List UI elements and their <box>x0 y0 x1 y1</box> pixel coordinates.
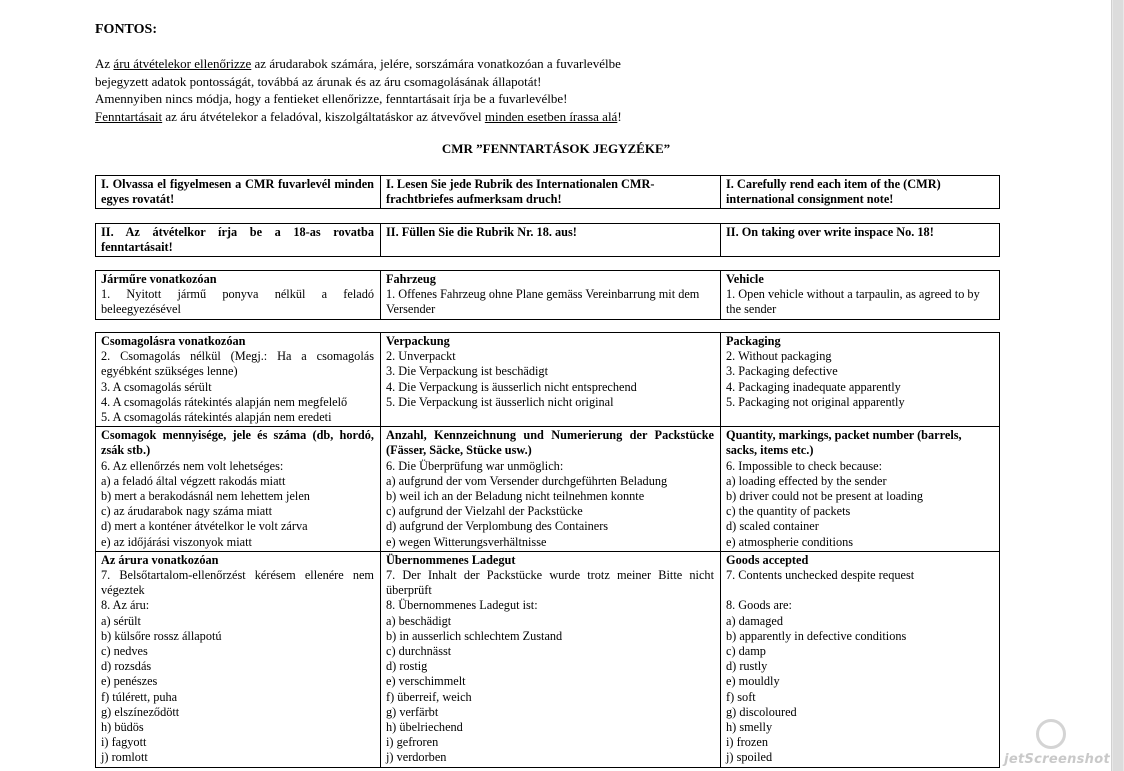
list-spacer <box>726 583 993 598</box>
list-item: 4. A csomagolás rátekintés alapján nem megfelelő <box>101 394 348 409</box>
list-item: 5. A csomagolás rátekintés alapján nem eredeti <box>101 410 332 425</box>
section-title: Vehicle <box>726 272 764 286</box>
document-title: CMR ”FENNTARTÁSOK JEGYZÉKE” <box>441 141 671 156</box>
list-item: d) scaled container <box>726 519 819 534</box>
list-item: e) atmospherie conditions <box>726 534 854 549</box>
list-item: i) fagyott <box>101 735 147 750</box>
table-instruction-1 <box>95 175 1000 209</box>
section-title: Az árura vonatkozóan <box>101 552 219 567</box>
list-item: d) rustly <box>726 659 768 674</box>
list-item: c) the quantity of packets <box>726 504 851 519</box>
cell-en: II. On taking over write inspace No. 18! <box>721 224 1000 257</box>
intro-text: ! <box>617 108 622 124</box>
list-item: 3. Packaging defective <box>726 364 838 379</box>
list-item: c) damp <box>726 644 766 659</box>
list-item: g) verfärbt <box>386 704 439 719</box>
cell-hu: II. Az átvételkor írja be a 18-as rovatba fenntartásait! <box>96 224 381 257</box>
scrollbar-thumb[interactable] <box>1113 0 1123 771</box>
item-text: 1. Offenes Fahrzeug ohne Plane gemäss Vereinbarrung mit dem Versender <box>386 287 700 317</box>
intro-underlined-text: Fenntartásait <box>95 108 163 124</box>
cell-de <box>381 427 721 552</box>
list-item: h) smelly <box>726 720 773 735</box>
intro-text: az áru átvételekor a feladóval, kiszolgáltatáskor az átvevővel <box>162 108 485 124</box>
list-item: b) mert a berakodásnál nem lehettem jelen <box>101 489 310 504</box>
list-item: e) mouldly <box>726 674 780 689</box>
list-item: c) az árudarabok nagy száma miatt <box>101 504 273 519</box>
table-instruction-2 <box>95 223 1000 257</box>
section-title: Verpackung <box>386 334 450 348</box>
cell-hu <box>96 551 381 767</box>
list-item: g) elszíneződött <box>101 704 180 719</box>
row-quantity <box>96 427 1000 552</box>
intro-underlined-text: áru átvételekor ellenőrizze <box>113 56 252 71</box>
list-item: c) durchnässt <box>386 644 452 659</box>
list-item: a) sérült <box>101 613 141 628</box>
list-item: e) az időjárási viszonyok miatt <box>101 534 252 549</box>
cell-de <box>381 333 721 427</box>
section-title: Quantity, markings, packet number (barrels, sacks, items etc.) <box>726 428 962 458</box>
list-item: 3. Die Verpackung ist beschädigt <box>386 364 548 379</box>
intro-underlined-text: minden esetben írassa alá <box>484 108 618 124</box>
list-item: i) frozen <box>726 735 768 750</box>
list-item: 2. Csomagolás nélkül (Megj.: Ha a csomagolás egyébként szükséges lenne) <box>101 349 374 379</box>
list-item: b) driver could not be present at loading <box>726 489 924 504</box>
list-item: e) wegen Witterungsverhältnisse <box>386 534 547 549</box>
list-item: 7. Belsőtartalom-ellenőrzést kérésem ellenére nem végeztek <box>101 568 374 598</box>
list-item: b) apparently in defective conditions <box>726 628 907 643</box>
list-item: 2. Unverpackt <box>386 349 456 364</box>
section-title: Übernommenes Ladegut <box>386 552 516 567</box>
list-item: f) túlérett, puha <box>101 689 178 704</box>
intro-text: Az <box>95 56 114 71</box>
section-title: Fahrzeug <box>386 272 436 286</box>
cell-en <box>721 551 1000 767</box>
intro-line-3: Amennyiben nincs módja, hogy a fentieket ellenőrizze, fenntartásait írja be a fuvarlevélbe! <box>95 91 568 106</box>
item-text: 1. Nyitott jármű ponyva nélkül a feladó beleegyezésével <box>101 287 374 317</box>
list-item: d) mert a konténer átvételkor le volt zárva <box>101 519 308 534</box>
list-item: 6. Impossible to check because: <box>726 458 883 473</box>
watermark-logo: jetScreenshot <box>1004 752 1110 767</box>
cell-en: I. Carefully rend each item of the (CMR) international consignment note! <box>721 176 1000 209</box>
cell-hu <box>96 271 381 320</box>
list-item: 2. Without packaging <box>726 349 832 364</box>
list-item: 7. Der Inhalt der Packstücke wurde trotz meiner Bitte nicht überprüft <box>386 568 714 598</box>
cell-hu <box>96 333 381 427</box>
list-item: b) weil ich an der Beladung nicht teilnehmen konnte <box>386 489 645 504</box>
cell-de: I. Lesen Sie jede Rubrik des Internationalen CMR-frachtbriefes aufmerksam druch! <box>381 176 721 209</box>
section-title: Packaging <box>726 334 781 348</box>
list-item: d) rozsdás <box>101 659 152 674</box>
intro-text: az árudarabok számára, jelére, sorszámára vonatkozóan a fuvarlevélbe <box>251 56 621 71</box>
list-item: d) aufgrund der Verplombung des Containers <box>386 519 609 534</box>
section-title: Járműre vonatkozóan <box>101 272 217 286</box>
cell-en <box>721 333 1000 427</box>
section-title: Anzahl, Kennzeichnung und Numerierung der Packstücke (Fässer, Säcke, Stücke usw.) <box>386 428 714 458</box>
list-item: a) a feladó által végzett rakodás miatt <box>101 473 286 488</box>
vertical-scrollbar[interactable] <box>1111 0 1124 771</box>
list-item: 3. A csomagolás sérült <box>101 379 212 394</box>
list-item: 5. Packaging not original apparently <box>726 394 905 409</box>
list-item: h) übelriechend <box>386 720 463 735</box>
list-item: j) romlott <box>101 750 148 765</box>
list-item: b) in ausserlich schlechtem Zustand <box>386 628 563 643</box>
cell-hu <box>96 427 381 552</box>
list-item: c) aufgrund der Vielzahl der Packstücke <box>386 504 583 519</box>
section-title: Goods accepted <box>726 552 809 567</box>
list-item: 5. Die Verpackung ist äusserlich nicht original <box>386 394 614 409</box>
cell-de <box>381 271 721 320</box>
list-item: 7. Contents unchecked despite request <box>726 568 915 583</box>
intro-line-2: bejegyzett adatok pontosságát, továbbá az árunak és az áru csomagolásának állapotát! <box>95 73 542 89</box>
section-title: Csomagolásra vonatkozóan <box>101 334 246 348</box>
row-packaging <box>96 333 1000 427</box>
row-goods <box>96 551 1000 767</box>
cell-hu: I. Olvassa el figyelmesen a CMR fuvarlevél minden egyes rovatát! <box>96 176 381 209</box>
watermark-camera-icon <box>1036 719 1066 749</box>
cell-en <box>721 427 1000 552</box>
list-item: d) rostig <box>386 659 428 674</box>
list-item: j) spoiled <box>726 750 773 765</box>
list-item: a) aufgrund der vom Versender durchgeführten Beladung <box>386 473 668 488</box>
list-item: 6. Az ellenőrzés nem volt lehetséges: <box>101 458 284 473</box>
list-item: a) beschädigt <box>386 613 452 628</box>
list-item: e) verschimmelt <box>386 674 466 689</box>
list-item: 4. Die Verpackung is äusserlich nicht entsprechend <box>386 379 637 394</box>
list-item: f) soft <box>726 689 756 704</box>
list-item: 6. Die Überprüfung war unmöglich: <box>386 458 564 473</box>
list-item: 4. Packaging inadequate apparently <box>726 379 901 394</box>
list-item: h) büdös <box>101 720 144 735</box>
list-item: 8. Goods are: <box>726 598 792 613</box>
list-item: a) damaged <box>726 613 784 628</box>
list-item: a) loading effected by the sender <box>726 473 887 488</box>
intro-paragraph <box>95 55 855 125</box>
table-reservations <box>95 332 1000 768</box>
list-item: i) gefroren <box>386 735 439 750</box>
list-item: f) überreif, weich <box>386 689 472 704</box>
list-item: 8. Übernommenes Ladegut ist: <box>386 598 538 613</box>
list-item: g) discoloured <box>726 704 797 719</box>
list-item: b) külsőre rossz állapotú <box>101 628 222 643</box>
cell-de: II. Füllen Sie die Rubrik Nr. 18. aus! <box>381 224 721 257</box>
list-item: e) penészes <box>101 674 158 689</box>
list-item: j) verdorben <box>386 750 447 765</box>
section-title: Csomagok mennyisége, jele és száma (db, hordó, zsák stb.) <box>101 428 374 458</box>
heading-fontos: FONTOS: <box>95 22 157 37</box>
item-text: 1. Open vehicle without a tarpaulin, as agreed to by the sender <box>726 287 980 317</box>
table-vehicle <box>95 270 1000 320</box>
cell-de <box>381 551 721 767</box>
cell-en <box>721 271 1000 320</box>
list-item: c) nedves <box>101 644 148 659</box>
list-item: 8. Az áru: <box>101 598 150 613</box>
